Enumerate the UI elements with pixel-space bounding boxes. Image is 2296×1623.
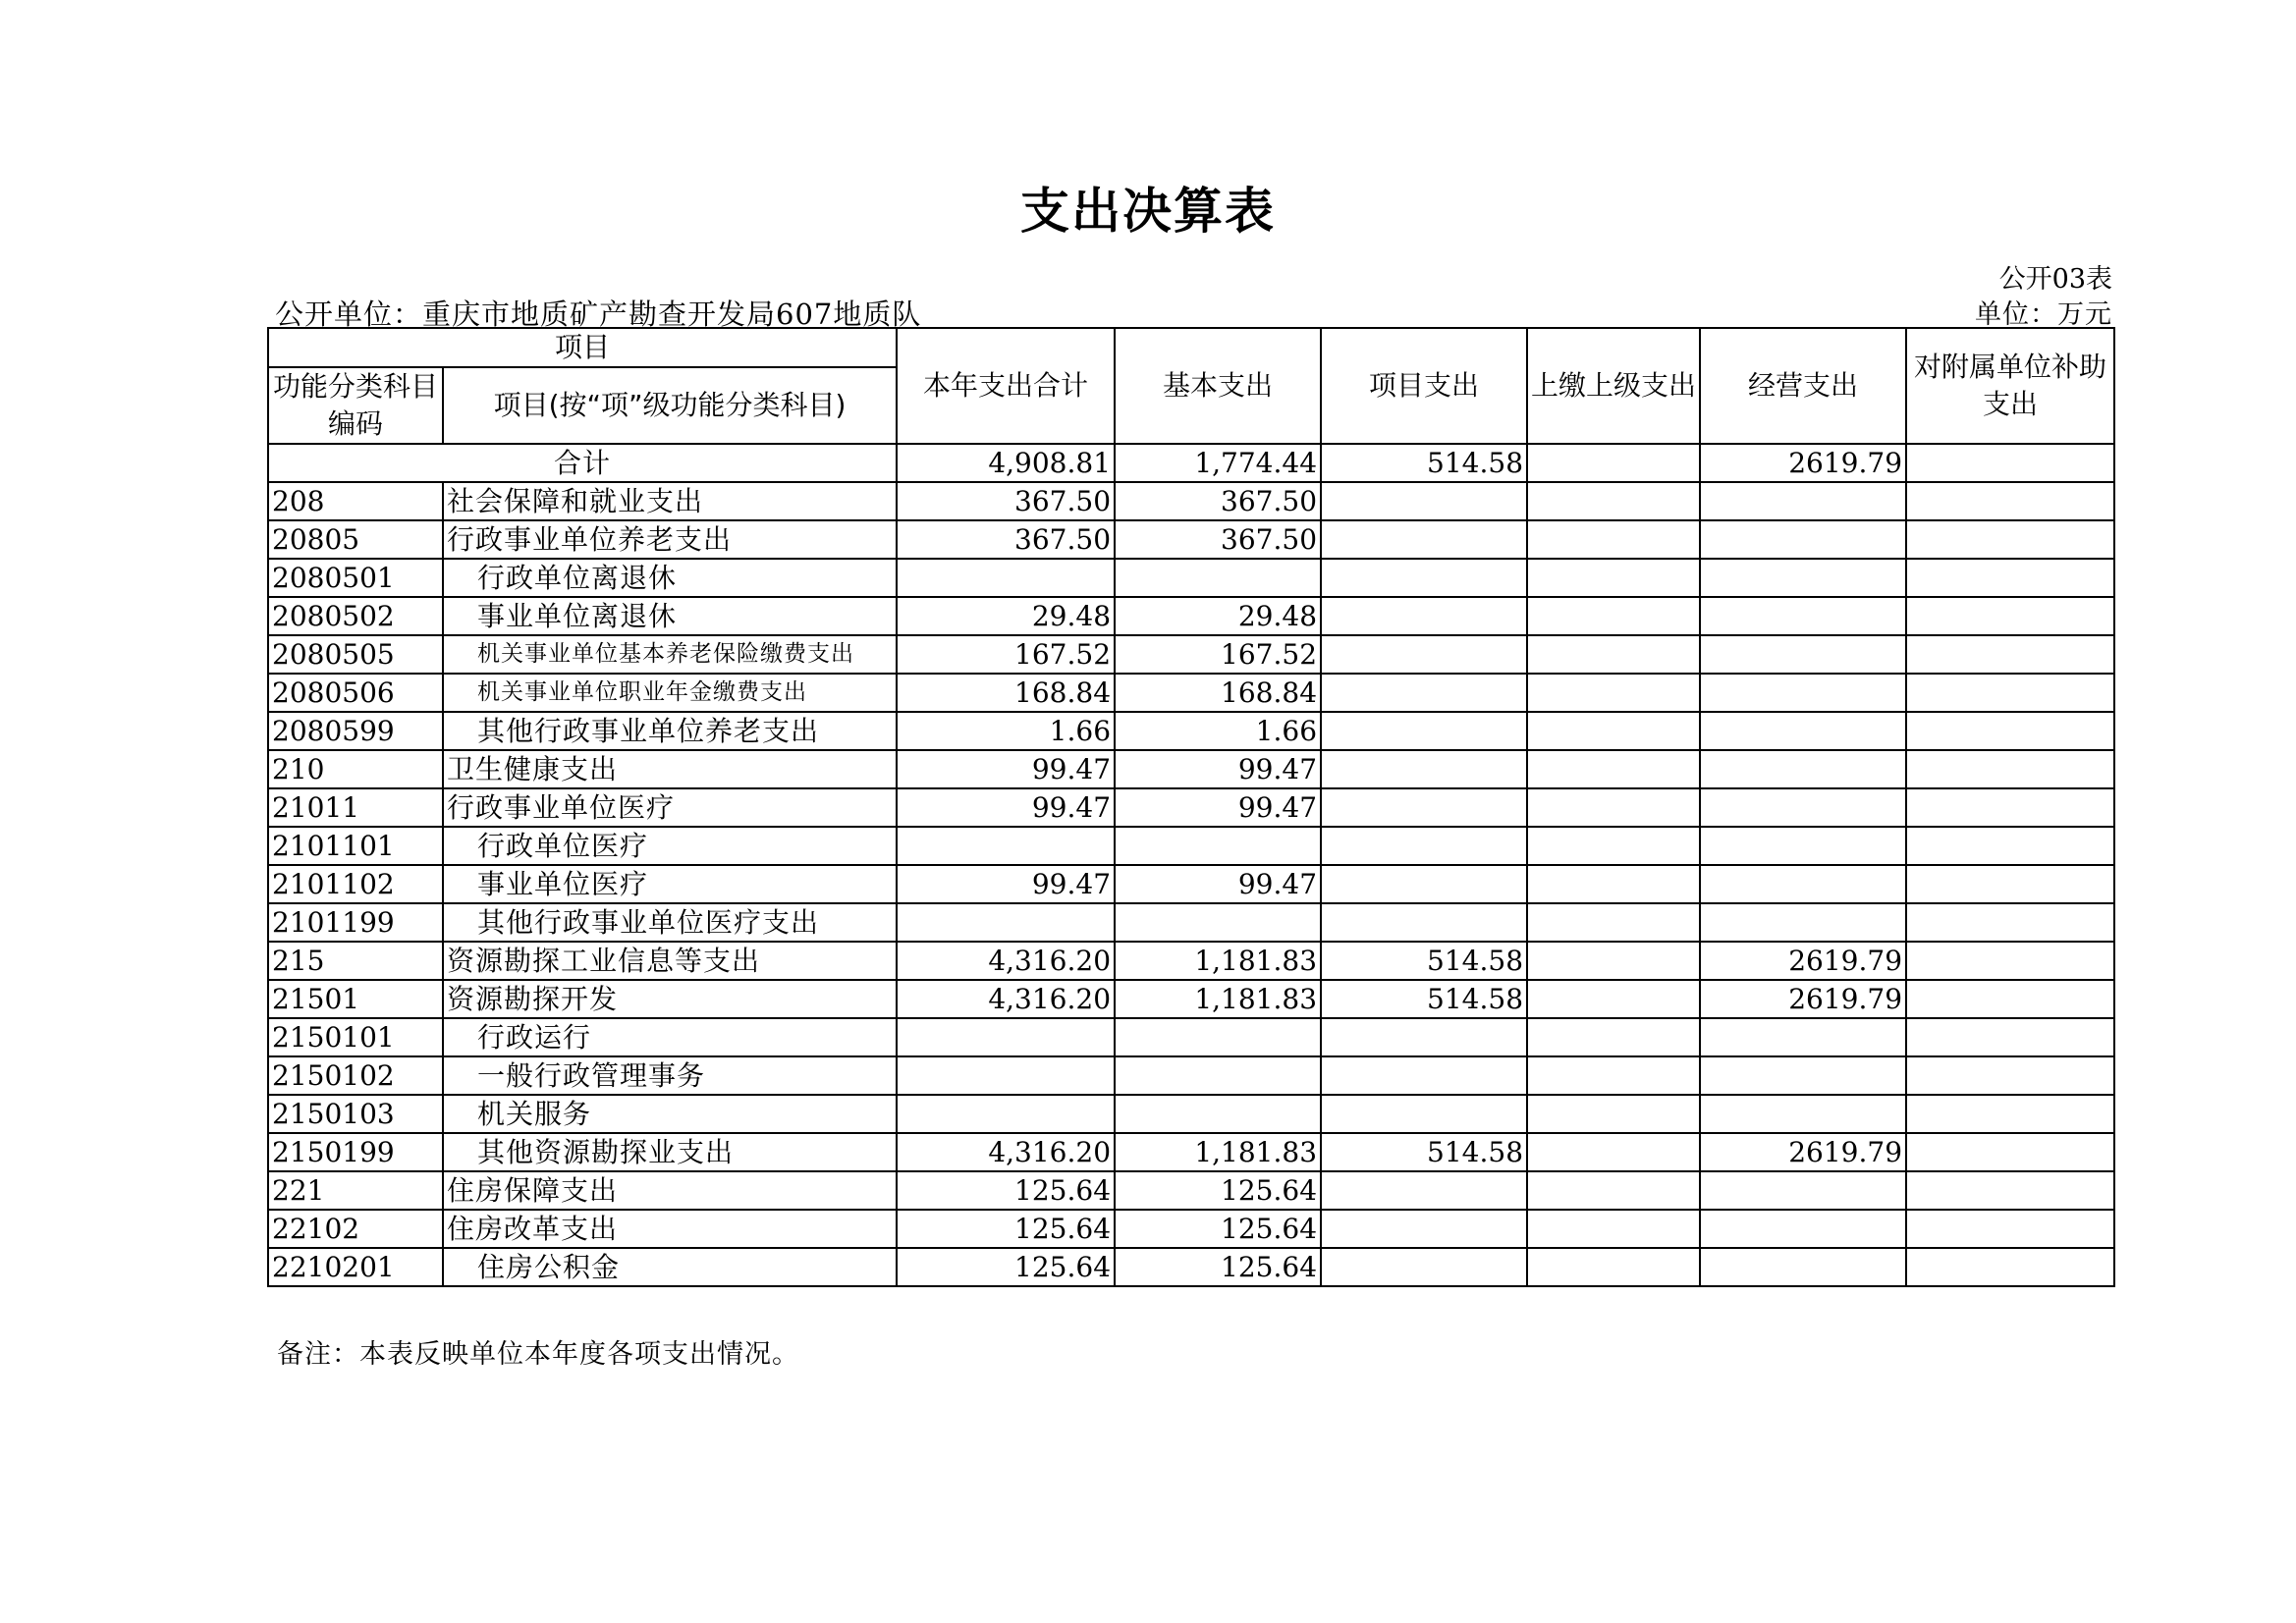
total-cell	[897, 1018, 1115, 1056]
basic-cell	[1115, 1056, 1321, 1095]
upper-cell	[1527, 597, 1700, 635]
name-cell: 其他资源勘探业支出	[443, 1133, 897, 1171]
subsidy-cell	[1906, 635, 2114, 674]
project-cell	[1321, 1171, 1527, 1210]
project-cell: 514.58	[1321, 444, 1527, 482]
total-cell: 29.48	[897, 597, 1115, 635]
subsidy-cell	[1906, 865, 2114, 903]
total-label: 合计	[268, 444, 897, 482]
basic-cell: 1.66	[1115, 712, 1321, 750]
header-total: 本年支出合计	[897, 328, 1115, 444]
total-cell: 99.47	[897, 750, 1115, 788]
business-cell	[1700, 559, 1906, 597]
basic-cell: 1,181.83	[1115, 980, 1321, 1018]
subsidy-cell	[1906, 750, 2114, 788]
total-cell: 99.47	[897, 788, 1115, 827]
total-cell: 125.64	[897, 1210, 1115, 1248]
business-cell	[1700, 597, 1906, 635]
basic-cell: 367.50	[1115, 520, 1321, 559]
project-cell	[1321, 635, 1527, 674]
project-cell	[1321, 674, 1527, 712]
total-cell: 1.66	[897, 712, 1115, 750]
business-cell	[1700, 674, 1906, 712]
total-cell	[897, 1095, 1115, 1133]
basic-cell: 1,774.44	[1115, 444, 1321, 482]
basic-cell: 1,181.83	[1115, 1133, 1321, 1171]
total-cell: 168.84	[897, 674, 1115, 712]
header-project-group: 项目	[268, 328, 897, 367]
total-cell	[897, 903, 1115, 942]
currency-unit: 单位：万元	[1975, 299, 2112, 330]
project-cell: 514.58	[1321, 1133, 1527, 1171]
upper-cell	[1527, 559, 1700, 597]
project-cell	[1321, 827, 1527, 865]
name-cell: 一般行政管理事务	[443, 1056, 897, 1095]
project-cell	[1321, 903, 1527, 942]
upper-cell	[1527, 788, 1700, 827]
total-cell: 367.50	[897, 520, 1115, 559]
table-row	[268, 1056, 2114, 1095]
total-cell	[897, 1056, 1115, 1095]
code-cell: 215	[268, 942, 443, 980]
name-cell: 行政单位离退休	[443, 559, 897, 597]
table-number: 公开03表	[1998, 264, 2112, 295]
table-row	[268, 903, 2114, 942]
upper-cell	[1527, 827, 1700, 865]
header-name: 项目(按“项”级功能分类科目)	[443, 367, 897, 444]
code-cell: 2080506	[268, 674, 443, 712]
project-cell	[1321, 788, 1527, 827]
business-cell	[1700, 1210, 1906, 1248]
name-cell: 住房保障支出	[443, 1171, 897, 1210]
table-row	[268, 520, 2114, 559]
business-cell	[1700, 1248, 1906, 1286]
project-cell	[1321, 1095, 1527, 1133]
basic-cell	[1115, 559, 1321, 597]
code-cell: 2150199	[268, 1133, 443, 1171]
project-cell	[1321, 865, 1527, 903]
project-cell: 514.58	[1321, 980, 1527, 1018]
name-cell: 住房改革支出	[443, 1210, 897, 1248]
table-body	[268, 444, 2114, 1286]
reporting-unit: 公开单位：重庆市地质矿产勘查开发局607地质队	[275, 298, 922, 331]
name-cell: 机关事业单位职业年金缴费支出	[443, 674, 897, 712]
table-row	[268, 674, 2114, 712]
subsidy-cell	[1906, 712, 2114, 750]
upper-cell	[1527, 1133, 1700, 1171]
name-cell: 其他行政事业单位医疗支出	[443, 903, 897, 942]
subsidy-cell	[1906, 1210, 2114, 1248]
code-cell: 221	[268, 1171, 443, 1210]
table-row	[268, 1210, 2114, 1248]
business-cell	[1700, 482, 1906, 520]
total-cell: 125.64	[897, 1171, 1115, 1210]
table-row	[268, 1095, 2114, 1133]
name-cell: 行政运行	[443, 1018, 897, 1056]
name-cell: 资源勘探工业信息等支出	[443, 942, 897, 980]
total-cell: 99.47	[897, 865, 1115, 903]
name-cell: 行政事业单位医疗	[443, 788, 897, 827]
project-cell	[1321, 559, 1527, 597]
business-cell: 2619.79	[1700, 980, 1906, 1018]
total-cell: 4,316.20	[897, 1133, 1115, 1171]
header-business: 经营支出	[1700, 328, 1906, 444]
page-title: 支出决算表	[1020, 183, 1276, 240]
basic-cell	[1115, 827, 1321, 865]
subsidy-cell	[1906, 1095, 2114, 1133]
subsidy-cell	[1906, 942, 2114, 980]
code-cell: 21011	[268, 788, 443, 827]
basic-cell: 29.48	[1115, 597, 1321, 635]
name-cell: 行政单位医疗	[443, 827, 897, 865]
project-cell	[1321, 482, 1527, 520]
project-cell	[1321, 1018, 1527, 1056]
subsidy-cell	[1906, 1248, 2114, 1286]
project-cell	[1321, 712, 1527, 750]
total-cell	[897, 559, 1115, 597]
basic-cell	[1115, 1095, 1321, 1133]
total-cell: 4,316.20	[897, 942, 1115, 980]
code-cell: 2210201	[268, 1248, 443, 1286]
project-cell	[1321, 597, 1527, 635]
table-row	[268, 1248, 2114, 1286]
table-row	[268, 827, 2114, 865]
project-cell: 514.58	[1321, 942, 1527, 980]
code-cell: 208	[268, 482, 443, 520]
subsidy-cell	[1906, 827, 2114, 865]
basic-cell	[1115, 1018, 1321, 1056]
table-row	[268, 980, 2114, 1018]
total-cell: 167.52	[897, 635, 1115, 674]
upper-cell	[1527, 1095, 1700, 1133]
basic-cell: 367.50	[1115, 482, 1321, 520]
business-cell	[1700, 1095, 1906, 1133]
upper-cell	[1527, 1018, 1700, 1056]
basic-cell	[1115, 903, 1321, 942]
subsidy-cell	[1906, 1056, 2114, 1095]
code-cell: 2101199	[268, 903, 443, 942]
header-code: 功能分类科目编码	[268, 367, 443, 444]
upper-cell	[1527, 1248, 1700, 1286]
basic-cell: 99.47	[1115, 865, 1321, 903]
code-cell: 22102	[268, 1210, 443, 1248]
table-row	[268, 1018, 2114, 1056]
business-cell	[1700, 750, 1906, 788]
project-cell	[1321, 1210, 1527, 1248]
subsidy-cell	[1906, 903, 2114, 942]
table-row	[268, 788, 2114, 827]
upper-cell	[1527, 865, 1700, 903]
name-cell: 事业单位医疗	[443, 865, 897, 903]
name-cell: 住房公积金	[443, 1248, 897, 1286]
project-cell	[1321, 520, 1527, 559]
code-cell: 20805	[268, 520, 443, 559]
header-subsidy: 对附属单位补助支出	[1906, 328, 2114, 444]
upper-cell	[1527, 1056, 1700, 1095]
basic-cell: 99.47	[1115, 788, 1321, 827]
table-row	[268, 942, 2114, 980]
name-cell: 机关事业单位基本养老保险缴费支出	[443, 635, 897, 674]
code-cell: 2101102	[268, 865, 443, 903]
basic-cell: 125.64	[1115, 1210, 1321, 1248]
table-row	[268, 482, 2114, 520]
table-row	[268, 865, 2114, 903]
total-row	[268, 444, 2114, 482]
name-cell: 机关服务	[443, 1095, 897, 1133]
subsidy-cell	[1906, 520, 2114, 559]
code-cell: 210	[268, 750, 443, 788]
table-row	[268, 635, 2114, 674]
subsidy-cell	[1906, 1133, 2114, 1171]
business-cell	[1700, 827, 1906, 865]
business-cell	[1700, 635, 1906, 674]
upper-cell	[1527, 520, 1700, 559]
subsidy-cell	[1906, 482, 2114, 520]
upper-cell	[1527, 1171, 1700, 1210]
name-cell: 卫生健康支出	[443, 750, 897, 788]
table-row	[268, 750, 2114, 788]
expenditure-table	[267, 327, 2115, 1287]
code-cell: 2080599	[268, 712, 443, 750]
total-cell: 4,908.81	[897, 444, 1115, 482]
project-cell	[1321, 750, 1527, 788]
business-cell	[1700, 788, 1906, 827]
code-cell: 2080501	[268, 559, 443, 597]
table-row	[268, 1171, 2114, 1210]
total-cell: 125.64	[897, 1248, 1115, 1286]
table-row	[268, 597, 2114, 635]
upper-cell	[1527, 674, 1700, 712]
business-cell	[1700, 865, 1906, 903]
business-cell: 2619.79	[1700, 444, 1906, 482]
subsidy-cell	[1906, 674, 2114, 712]
code-cell: 2150102	[268, 1056, 443, 1095]
total-cell: 4,316.20	[897, 980, 1115, 1018]
name-cell: 社会保障和就业支出	[443, 482, 897, 520]
upper-cell	[1527, 712, 1700, 750]
basic-cell: 125.64	[1115, 1171, 1321, 1210]
table-row	[268, 1133, 2114, 1171]
project-cell	[1321, 1248, 1527, 1286]
code-cell: 2101101	[268, 827, 443, 865]
name-cell: 其他行政事业单位养老支出	[443, 712, 897, 750]
code-cell: 2150101	[268, 1018, 443, 1056]
upper-cell	[1527, 635, 1700, 674]
header-project: 项目支出	[1321, 328, 1527, 444]
project-cell	[1321, 1056, 1527, 1095]
total-cell	[897, 827, 1115, 865]
basic-cell: 167.52	[1115, 635, 1321, 674]
subsidy-cell	[1906, 980, 2114, 1018]
code-cell: 2080505	[268, 635, 443, 674]
subsidy-cell	[1906, 559, 2114, 597]
header-upper: 上缴上级支出	[1527, 328, 1700, 444]
header-basic: 基本支出	[1115, 328, 1321, 444]
business-cell: 2619.79	[1700, 1133, 1906, 1171]
upper-cell	[1527, 980, 1700, 1018]
basic-cell: 168.84	[1115, 674, 1321, 712]
subsidy-cell	[1906, 788, 2114, 827]
subsidy-cell	[1906, 597, 2114, 635]
basic-cell: 99.47	[1115, 750, 1321, 788]
business-cell	[1700, 1018, 1906, 1056]
upper-cell	[1527, 1210, 1700, 1248]
subsidy-cell	[1906, 1171, 2114, 1210]
footnote: 备注：本表反映单位本年度各项支出情况。	[277, 1339, 799, 1370]
business-cell: 2619.79	[1700, 942, 1906, 980]
code-cell: 21501	[268, 980, 443, 1018]
business-cell	[1700, 712, 1906, 750]
business-cell	[1700, 1171, 1906, 1210]
business-cell	[1700, 520, 1906, 559]
basic-cell: 125.64	[1115, 1248, 1321, 1286]
total-cell: 367.50	[897, 482, 1115, 520]
business-cell	[1700, 1056, 1906, 1095]
basic-cell: 1,181.83	[1115, 942, 1321, 980]
name-cell: 事业单位离退休	[443, 597, 897, 635]
upper-cell	[1527, 903, 1700, 942]
upper-cell	[1527, 482, 1700, 520]
upper-cell	[1527, 942, 1700, 980]
upper-cell	[1527, 444, 1700, 482]
name-cell: 资源勘探开发	[443, 980, 897, 1018]
upper-cell	[1527, 750, 1700, 788]
table-row	[268, 712, 2114, 750]
name-cell: 行政事业单位养老支出	[443, 520, 897, 559]
table-row	[268, 559, 2114, 597]
code-cell: 2150103	[268, 1095, 443, 1133]
subsidy-cell	[1906, 444, 2114, 482]
business-cell	[1700, 903, 1906, 942]
code-cell: 2080502	[268, 597, 443, 635]
subsidy-cell	[1906, 1018, 2114, 1056]
